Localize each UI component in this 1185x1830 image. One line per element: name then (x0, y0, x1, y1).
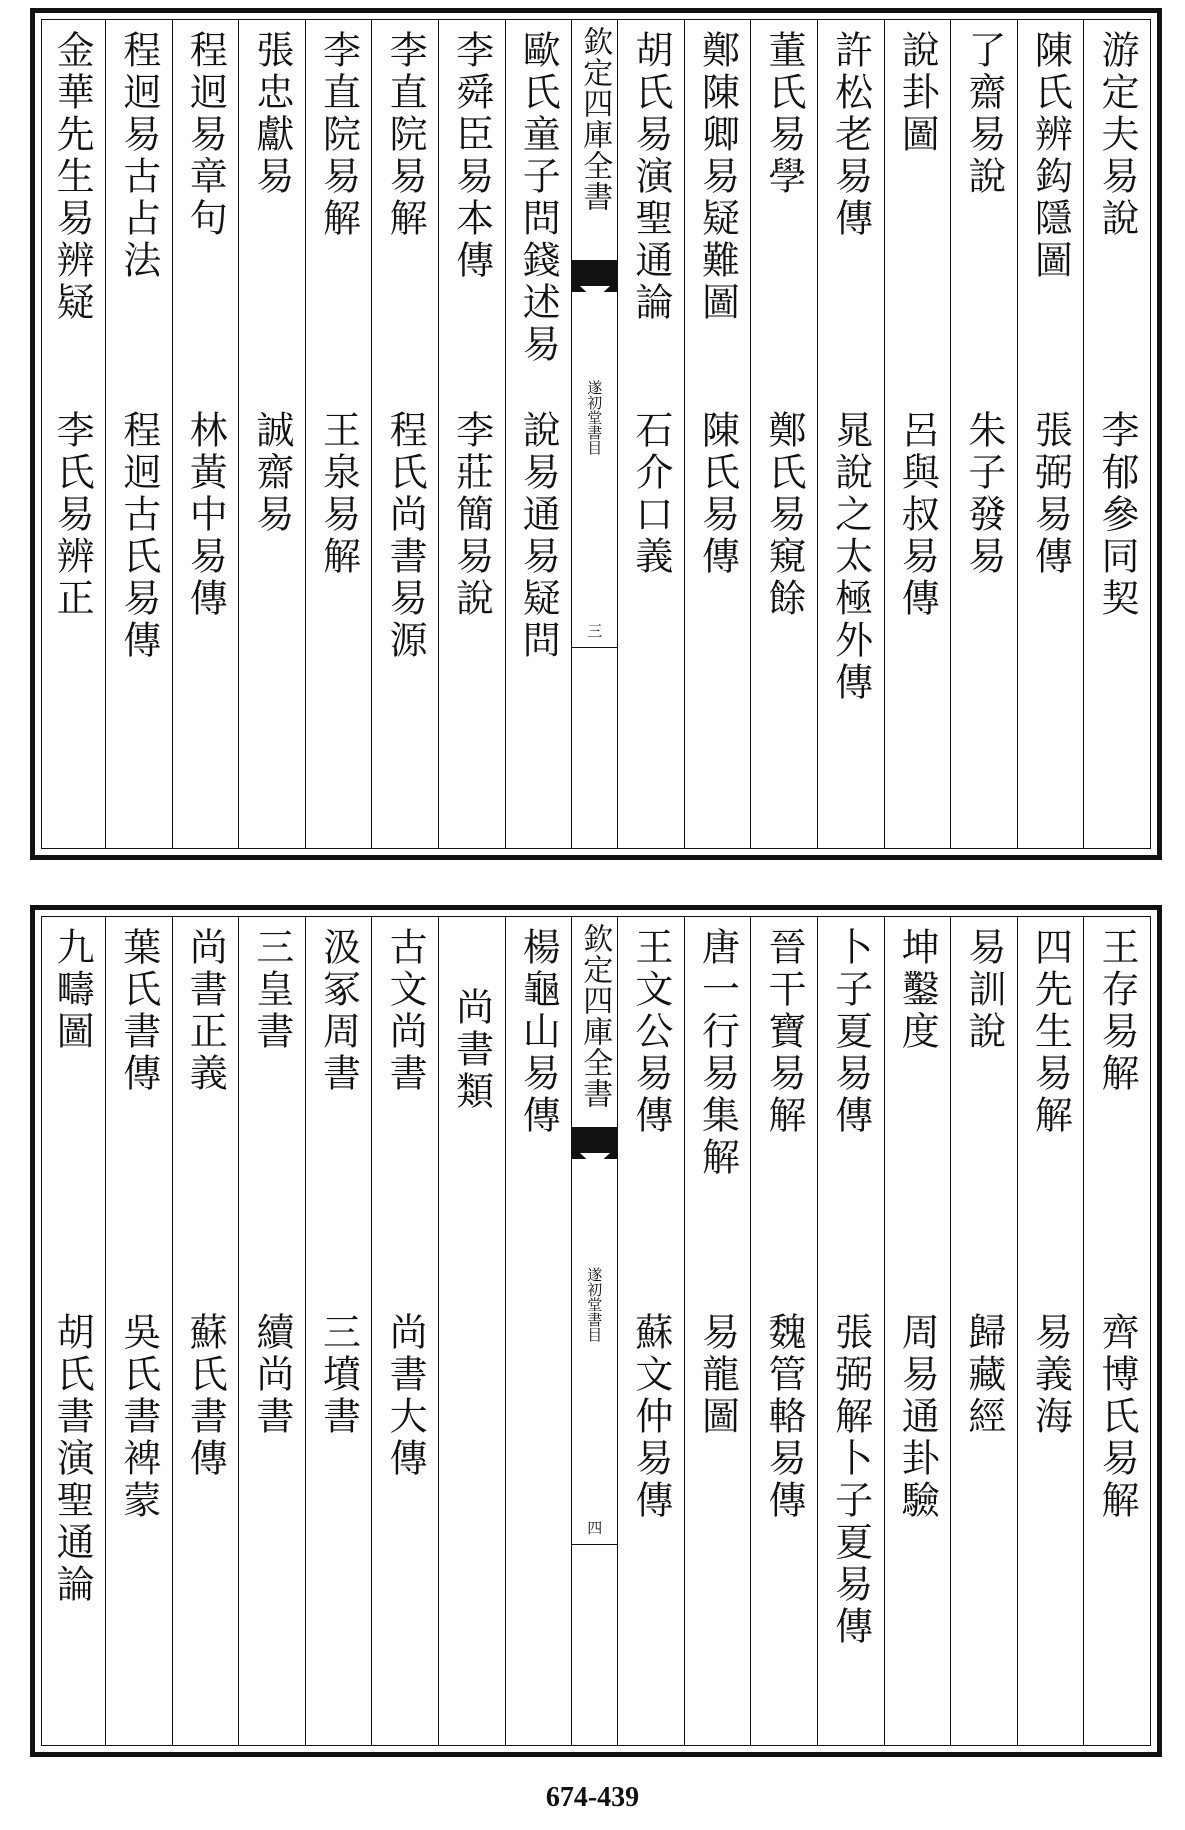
book-title: 晉干寶易解 (762, 927, 807, 1137)
gutter-title: 欽定四庫全書 (577, 26, 613, 212)
book-title: 易義海 (1028, 1312, 1073, 1438)
column (750, 917, 817, 1745)
book-title: 楊龜山易傳 (516, 927, 561, 1137)
book-title: 葉氏書傳 (116, 927, 161, 1095)
bottom-page (30, 905, 1162, 1757)
book-title: 易訓說 (961, 927, 1006, 1053)
book-title: 卜子夏易傳 (828, 927, 873, 1137)
column (817, 20, 884, 848)
book-title: 尚書正義 (183, 927, 228, 1095)
book-title: 周易通卦驗 (895, 1312, 940, 1522)
column (950, 20, 1017, 848)
fish-tail-mark (572, 260, 617, 286)
book-title: 程迥古氏易傳 (116, 410, 161, 662)
book-title: 石介口義 (628, 410, 673, 578)
book-title: 王存易解 (1095, 927, 1139, 1095)
column (105, 917, 172, 1745)
book-title: 游定夫易說 (1095, 30, 1139, 240)
column (438, 917, 505, 1745)
gutter-subtitle: 遂初堂書目 (585, 1267, 604, 1342)
book-title: 歐氏童子問錢述易 (516, 30, 561, 366)
page-gutter (571, 20, 617, 848)
book-title: 易龍圖 (695, 1312, 740, 1438)
bottom-page-grid (41, 916, 1151, 1746)
book-title: 吳氏書裨蒙 (116, 1312, 161, 1522)
column (505, 20, 572, 848)
column (884, 20, 951, 848)
book-title: 李郁參同契 (1095, 410, 1139, 620)
column (371, 917, 438, 1745)
gutter-line (572, 625, 617, 648)
column (305, 917, 372, 1745)
book-title: 九疇圖 (50, 927, 95, 1053)
book-title: 呂與叔易傳 (895, 410, 940, 620)
book-title: 董氏易學 (762, 30, 807, 198)
book-title: 胡氏易演聖通論 (628, 30, 673, 324)
column (1017, 20, 1084, 848)
section-heading: 尚書類 (449, 987, 494, 1113)
column (684, 20, 751, 848)
book-title: 朱子發易 (961, 410, 1006, 578)
book-title: 了齋易說 (961, 30, 1006, 198)
column (371, 20, 438, 848)
gutter-title: 欽定四庫全書 (577, 923, 613, 1109)
top-page-grid (41, 19, 1151, 849)
book-title: 說易通易疑問 (516, 410, 561, 662)
column (238, 917, 305, 1745)
book-title: 三墳書 (316, 1312, 361, 1438)
column (238, 20, 305, 848)
book-title: 說卦圖 (895, 30, 940, 156)
book-title: 四先生易解 (1028, 927, 1073, 1137)
column (172, 917, 239, 1745)
column (1083, 917, 1150, 1745)
column (39, 20, 106, 848)
gutter-page-number: 四 (585, 1520, 604, 1535)
book-title: 歸藏經 (961, 1312, 1006, 1438)
book-title: 蘇氏書傳 (183, 1312, 228, 1480)
column (884, 917, 951, 1745)
book-title: 唐一行易集解 (695, 927, 740, 1179)
book-title: 鄭陳卿易疑難圖 (695, 30, 740, 324)
book-title: 許松老易傳 (828, 30, 873, 240)
book-title: 王泉易解 (316, 410, 361, 578)
page-reference: 674-439 (545, 1782, 640, 1813)
column (617, 917, 684, 1745)
book-title: 魏管輅易傳 (762, 1312, 807, 1522)
column (105, 20, 172, 848)
book-title: 張弼易傳 (1028, 410, 1073, 578)
book-title: 陳氏易傳 (695, 410, 740, 578)
book-title: 齊博氏易解 (1095, 1312, 1139, 1522)
book-title: 蘇文仲易傳 (628, 1312, 673, 1522)
book-title: 王文公易傳 (628, 927, 673, 1137)
column (750, 20, 817, 848)
book-title: 林黃中易傳 (183, 410, 228, 620)
column (172, 20, 239, 848)
book-title: 誠齋易 (249, 410, 294, 536)
column (305, 20, 372, 848)
book-title: 陳氏辨鈎隱圖 (1028, 30, 1073, 282)
column (950, 917, 1017, 1745)
gutter-subtitle: 遂初堂書目 (585, 380, 604, 455)
book-title: 三皇書 (249, 927, 294, 1053)
gutter-page-number: 三 (585, 623, 604, 638)
column (438, 20, 505, 848)
column (617, 20, 684, 848)
book-title: 晁說之太極外傳 (828, 410, 873, 704)
book-title: 張弼解卜子夏易傳 (828, 1312, 873, 1648)
book-title: 李莊簡易說 (449, 410, 494, 620)
book-title: 張忠獻易 (249, 30, 294, 198)
book-title: 李氏易辨正 (50, 410, 95, 620)
page-gutter (571, 917, 617, 1745)
book-title: 續尚書 (249, 1312, 294, 1438)
top-page (30, 8, 1162, 860)
column (39, 917, 106, 1745)
book-title: 程氏尚書易源 (383, 410, 428, 662)
column (684, 917, 751, 1745)
book-title: 坤鑿度 (895, 927, 940, 1053)
book-title: 金華先生易辨疑 (50, 30, 95, 324)
column (505, 917, 572, 1745)
book-title: 程迥易古占法 (116, 30, 161, 282)
column (1017, 917, 1084, 1745)
book-title: 李舜臣易本傳 (449, 30, 494, 282)
book-title: 李直院易解 (316, 30, 361, 240)
book-title: 鄭氏易窺餘 (762, 410, 807, 620)
book-title: 李直院易解 (383, 30, 428, 240)
book-title: 汲冢周書 (316, 927, 361, 1095)
gutter-line (572, 1522, 617, 1545)
column (817, 917, 884, 1745)
column (1083, 20, 1150, 848)
book-title: 程迥易章句 (183, 30, 228, 240)
book-title: 胡氏書演聖通論 (50, 1312, 95, 1606)
book-title: 古文尚書 (383, 927, 428, 1095)
fish-tail-mark (572, 1127, 617, 1153)
book-title: 尚書大傳 (383, 1312, 428, 1480)
